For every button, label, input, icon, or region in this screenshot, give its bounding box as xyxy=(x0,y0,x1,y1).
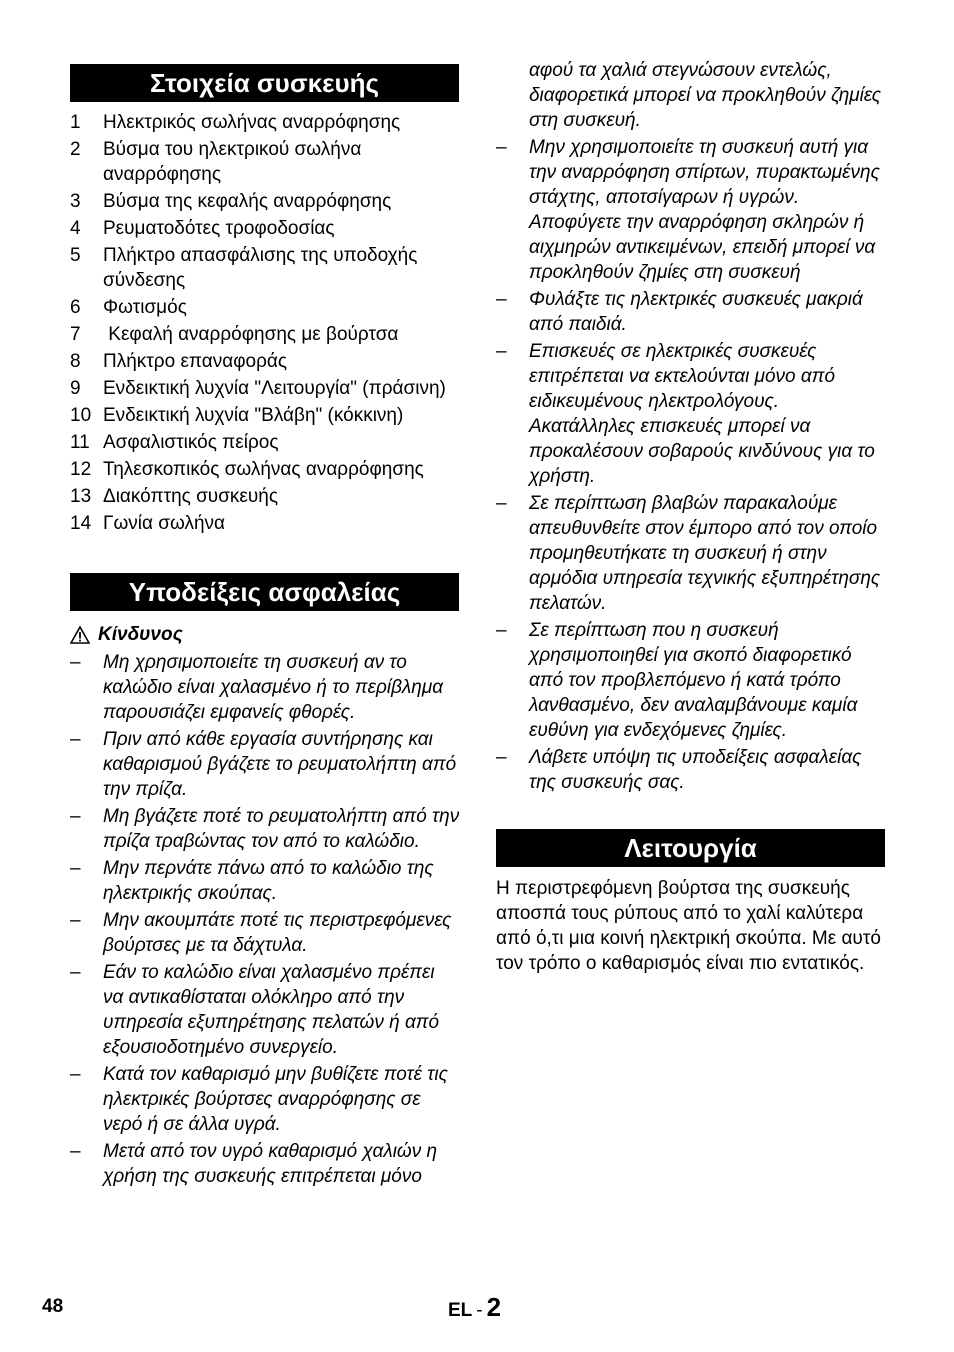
list-item: – Εάν το καλώδιο είναι χαλασμένο πρέπει να αντικαθίσταται ολόκληρο από την υπηρεσία εξυπηρέτησης πελατών ή από εξουσιοδοτημένο συνεργείο. xyxy=(70,962,440,1058)
list-item: 10 Ενδεικτική λυχνία "Βλάβη" (κόκκινη) xyxy=(70,405,404,426)
section-title-safety: Υποδείξεις ασφαλείας xyxy=(70,573,459,611)
list-item: 4 Ρευματοδότες τροφοδοσίας xyxy=(70,218,335,239)
section-title-device-elements: Στοιχεία συσκευής xyxy=(70,64,459,102)
device-elements-list xyxy=(70,110,460,538)
list-item: 7 Κεφαλή αναρρόφησης με βούρτσα xyxy=(70,324,399,345)
list-item: 2 Βύσμα του ηλεκτρικού σωλήνα αναρρόφησης xyxy=(70,139,362,185)
list-item: 14 Γωνία σωλήνα xyxy=(70,513,226,534)
list-item: 3 Βύσμα της κεφαλής αναρρόφησης xyxy=(70,191,392,212)
section-title-operation: Λειτουργία xyxy=(496,829,885,867)
list-item: – Σε περίπτωση που η συσκευή χρησιμοποιηθεί για σκοπό διαφορετικό από τον προβλεπόμενο ή κατά τρόπο λανθασμένο, δεν αναλαμβάνουμε καμία ευθύνη για ενδεχόμενες ζημίες. xyxy=(496,620,858,741)
list-item: – Μην χρησιμοποιείτε τη συσκευή αυτή για την αναρρόφηση σπίρτων, πυρακτωμένης στάχτης, αποτσίγαρων ή υγρών. Αποφύγετε την αναρρόφηση σκληρών ή αιχμηρών αντικειμένων, επειδή μπορεί να προκληθούν ζημίες στη συσκευή xyxy=(496,137,880,283)
danger-label-text: Κίνδυνος xyxy=(98,624,183,645)
list-item: – Κατά τον καθαρισμό μην βυθίζετε ποτέ τις ηλεκτρικές βούρτσες αναρρόφησης σε νερό ή σε άλλα υγρά. xyxy=(70,1064,448,1135)
list-item: 5 Πλήκτρο απασφάλισης της υποδοχής σύνδεσης xyxy=(70,245,418,291)
list-item: – Μην περνάτε πάνω από το καλώδιο της ηλεκτρικής σκούπας. xyxy=(70,858,434,904)
warning-triangle-icon xyxy=(70,626,90,644)
section-number: 2 xyxy=(486,1292,502,1322)
list-item: 6 Φωτισμός xyxy=(70,297,187,318)
operation-paragraph: Η περιστρεφόμενη βούρτσα της συσκευής αποσπά τους ρύπους από το χαλί καλύτερα από ό,τι μια κοινή ηλεκτρική σκούπα. Με αυτό τον τρόπο ο καθαρισμός είναι πιο εντατικός. xyxy=(496,878,881,974)
section-marker xyxy=(448,1292,501,1323)
list-item: 1 Ηλεκτρικός σωλήνας αναρρόφησης xyxy=(70,112,401,133)
list-item: – Σε περίπτωση βλαβών παρακαλούμε απευθυνθείτε στον έμπορο από τον οποίο προμηθευτήκατε τη συσκευή ή στην αρμόδια υπηρεσία τεχνικής εξυπηρέτησης πελατών. xyxy=(496,493,881,614)
list-item: 9 Ενδεικτική λυχνία "Λειτουργία" (πράσινη) xyxy=(70,378,446,399)
list-item: 8 Πλήκτρο επαναφοράς xyxy=(70,351,288,372)
safety-list-right xyxy=(496,135,886,797)
list-item: – Φυλάξτε τις ηλεκτρικές συσκευές μακριά από παιδιά. xyxy=(496,289,863,335)
page-number: 48 xyxy=(42,1296,64,1317)
list-item: – Λάβετε υπόψη τις υποδείξεις ασφαλείας της συσκευής σας. xyxy=(496,747,862,793)
list-item: – Μη χρησιμοποιείτε τη συσκευή αν το καλώδιο είναι χαλασμένο ή το περίβλημα παρουσιάζει εμφανείς φθορές. xyxy=(70,652,444,723)
safety-continuation: αφού τα χαλιά στεγνώσουν εντελώς, διαφορετικά μπορεί να προκληθούν ζημίες στη συσκευή. xyxy=(529,60,881,131)
list-item: – Μην ακουμπάτε ποτέ τις περιστρεφόμενες βούρτσες με τα δάχτυλα. xyxy=(70,910,452,956)
list-item: 11 Ασφαλιστικός πείρος xyxy=(70,432,279,453)
list-item: – Μη βγάζετε ποτέ το ρευματολήπτη από την πρίζα τραβώντας τον από το καλώδιο. xyxy=(70,806,460,852)
list-item: – Μετά από τον υγρό καθαρισμό χαλιών η χρήση της συσκευής επιτρέπεται μόνο xyxy=(70,1141,438,1187)
danger-label xyxy=(70,622,183,647)
list-item: 12 Τηλεσκοπικός σωλήνας αναρρόφησης xyxy=(70,459,424,480)
list-item: 13 Διακόπτης συσκευής xyxy=(70,486,279,507)
separator: - xyxy=(476,1300,483,1321)
safety-list-left xyxy=(70,650,460,1191)
list-item: – Επισκευές σε ηλεκτρικές συσκευές επιτρέπεται να εκτελούνται μόνο από ειδικευμένους ηλεκτρολόγους. Ακατάλληλες επισκευές μπορεί να προκαλέσουν σοβαρούς κινδύνους για το χρήστη. xyxy=(496,341,875,487)
list-item: – Πριν από κάθε εργασία συντήρησης και καθαρισμού βγάζετε το ρευματολήπτη από την πρίζα. xyxy=(70,729,457,800)
language-code: EL xyxy=(448,1300,473,1321)
